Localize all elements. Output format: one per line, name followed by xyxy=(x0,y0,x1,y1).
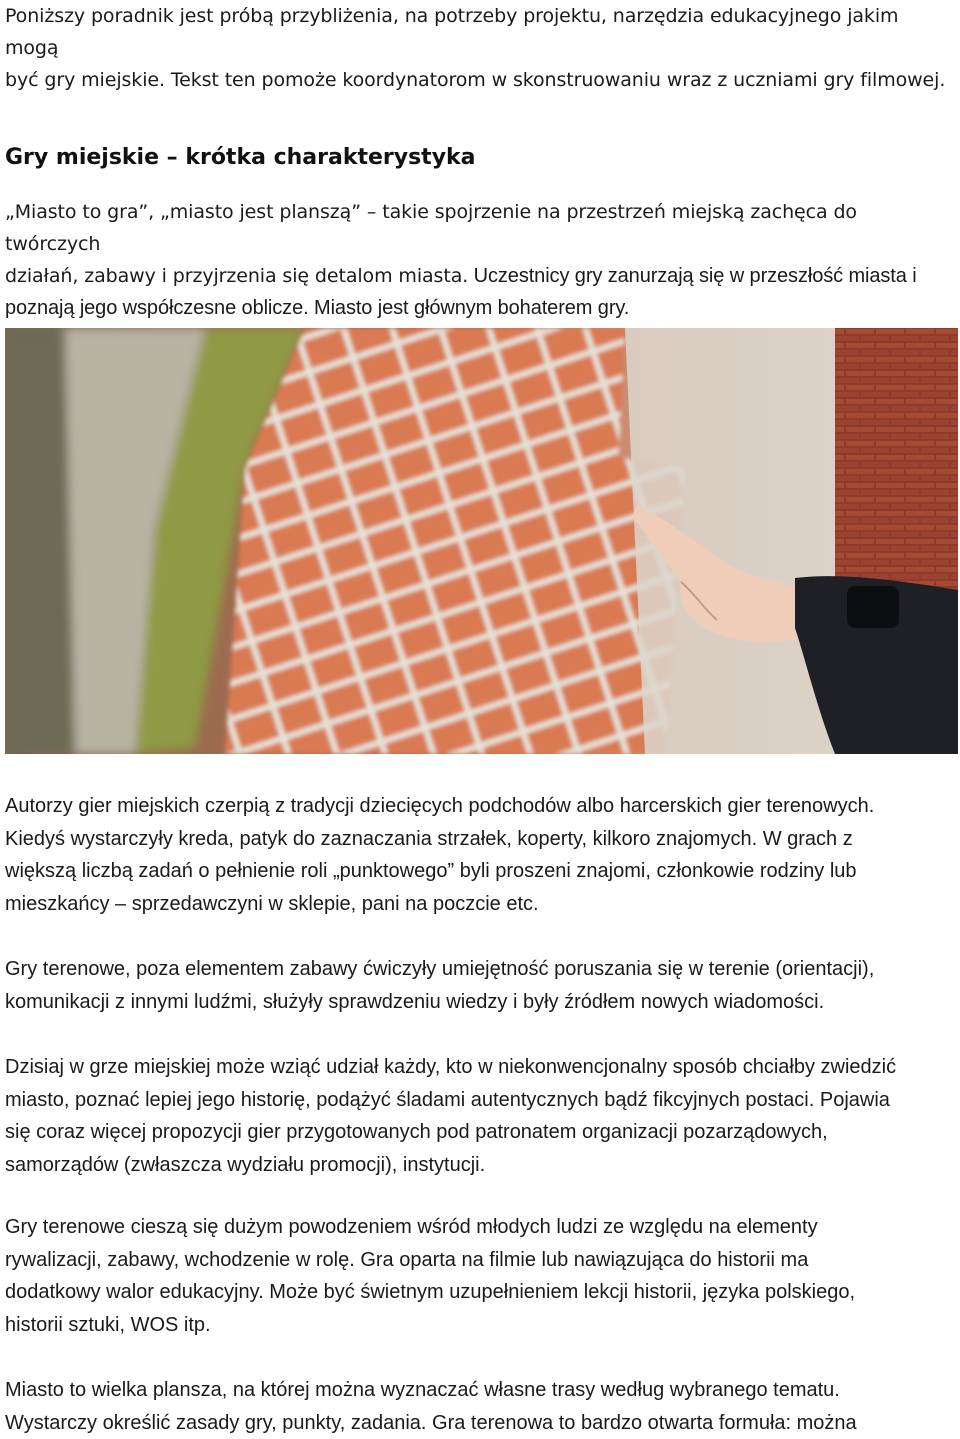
lead-line xyxy=(5,260,955,292)
paragraph-line: się coraz więcej propozycji gier przygotowanych pod patronatem organizacji pozarządowych, xyxy=(5,1116,955,1149)
paragraph-line: komunikacji z innymi ludźmi, służyły sprawdzeniu wiedzy i były źródłem nowych wiadomości. xyxy=(5,986,955,1019)
sleeve-tab xyxy=(847,586,899,628)
paragraph-4 xyxy=(5,1211,955,1341)
paragraph-1 xyxy=(5,790,955,920)
paragraph-line: Autorzy gier miejskich czerpią z tradycji dziecięcych podchodów albo harcerskich gier terenowych. xyxy=(5,790,955,823)
paragraph-line: Kiedyś wystarczyły kreda, patyk do zaznaczania strzałek, koperty, kilkoro znajomych. W grach z xyxy=(5,823,955,856)
lead-line: „Miasto to gra”, „miasto jest planszą” – takie spojrzenie na przestrzeń miejską zachęca do twórczych xyxy=(5,196,955,260)
intro-line: Poniższy poradnik jest próbą przybliżenia, na potrzeby projektu, narzędzia edukacyjnego jakim mogą xyxy=(5,0,955,64)
lead-line-part: Uczestnicy gry zanurzają się w przeszłość miasta i xyxy=(468,265,916,287)
paragraph-3 xyxy=(5,1051,955,1181)
paragraph-line: Wystarczy określić zasady gry, punkty, zadania. Gra terenowa to bardzo otwarta formuła: można xyxy=(5,1407,955,1439)
paragraph-line: Gry terenowe, poza elementem zabawy ćwiczyły umiejętność poruszania się w terenie (orientacji), xyxy=(5,953,955,986)
paragraph-line: dodatkowy walor edukacyjny. Może być świetnym uzupełnieniem lekcji historii, języka polskiego, xyxy=(5,1276,955,1309)
paragraph-line: miasto, poznać lepiej jego historię, podążyć śladami autentycznych bądź fikcyjnych postaci. Pojawia xyxy=(5,1084,955,1117)
section-title: Gry miejskie – krótka charakterystyka xyxy=(5,140,955,176)
map-street-blocks xyxy=(225,328,685,754)
paragraph-line: większą liczbą zadań o pełnienie roli „punktowego” byli proszeni znajomi, członkowie rodziny lub xyxy=(5,855,955,888)
intro-line: być gry miejskie. Tekst ten pomoże koordynatorom w skonstruowaniu wraz z uczniami gry filmowej. xyxy=(5,64,955,96)
paragraph-5 xyxy=(5,1374,955,1439)
paragraph-line: Miasto to wielka plansza, na której można wyznaczać własne trasy według wybranego tematu. xyxy=(5,1374,955,1407)
map-pointing-photo xyxy=(5,328,958,754)
intro-paragraph xyxy=(5,0,955,96)
photo-illustration xyxy=(5,328,958,754)
paragraph-line: historii sztuki, WOS itp. xyxy=(5,1309,955,1342)
lead-line: poznają jego współczesne oblicze. Miasto jest głównym bohaterem gry. xyxy=(5,292,955,324)
paragraph-line: Dzisiaj w grze miejskiej może wziąć udział każdy, kto w niekonwencjonalny sposób chciałby zwiedzić xyxy=(5,1051,955,1084)
paragraph-line: rywalizacji, zabawy, wchodzenie w rolę. Gra oparta na filmie lub nawiązująca do historii ma xyxy=(5,1244,955,1277)
paragraph-line: samorządów (zwłaszcza wydziału promocji), instytucji. xyxy=(5,1149,955,1182)
lead-paragraph xyxy=(5,196,955,324)
paragraph-line: mieszkańcy – sprzedawczyni w sklepie, pani na poczcie etc. xyxy=(5,888,955,921)
paragraph-2 xyxy=(5,953,955,1018)
lead-line-part: działań, zabawy i przyjrzenia się detalom miasta. xyxy=(5,265,468,287)
paragraph-line: Gry terenowe cieszą się dużym powodzeniem wśród młodych ludzi ze względu na elementy xyxy=(5,1211,955,1244)
